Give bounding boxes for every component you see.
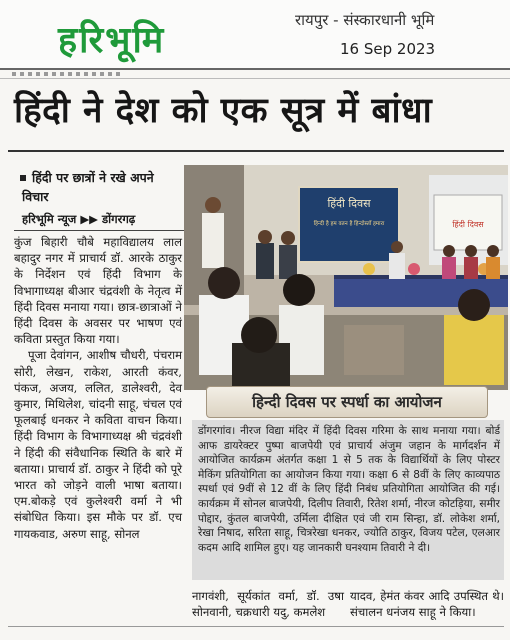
event-photo <box>184 165 508 390</box>
article-headline: हिंदी ने देश को एक सूत्र में बांधा <box>14 91 433 131</box>
dateline-rule <box>14 230 184 231</box>
board-text: हिंदी दिवस <box>452 220 484 229</box>
publication-date: 16 Sep 2023 <box>340 40 436 58</box>
headline-rule <box>8 150 504 152</box>
masthead-divider <box>0 68 510 70</box>
sidebar-body: डोंगरगांव। नीरज विद्या मंदिर में हिंदी दिवस गरिमा के साथ मनाया गया। बोर्ड आफ डायरेक्टर पुष्पा बाजपेयी एवं प्राचार्य अंजुम जहान के मार्गदर्शन में आयोजित कार्यक्रम अंतर्गत कक्षा 1 से 5 तक के विद्यार्थियों के लिए पोस्टर मेकिंग प्रतियोगिता का आयोजन किया गया। कक्षा 6 से 8वीं के लिए काव्यपाठ स्पर्धा एवं 9वीं से 12 वीं के लिए हिंदी निबंध प्रतियोगिता आयोजित की गई। कार्यक्रम में सोनल बाजपेयी, दिलीप तिवारी, रितेश शर्मा, नीरज कोटड़िया, समीर पोद्दार, कुंतल बाजपेयी, उर्मिला दीक्षित एवं जी राम सिन्हा, डॉ. लोकेश शर्मा, रेखा निषाद, सरिता साहू, चित्ररेखा धनकर, ज्योति ठाकुर, विजय पटेल, एलआर कदम आदि शामिल हुए। यह जानकारी घनश्याम तिवारी ने दी। <box>198 425 500 554</box>
article-dateline: हरिभूमि न्यूज ▶▶ डोंगरगढ़ <box>22 212 136 226</box>
dotted-rule <box>12 72 122 76</box>
article-paragraph: कुंज बिहारी चौबे महाविद्यालय लाल बहादुर नगर में प्राचार्य डॉ. आरके ठाकुर के निर्देशन एवं हिंदी विभाग के विभागाध्यक्ष बीआर चंद्रवंशी के नेतृत्व में हिंदी दिवस मनाया गया। छात्र-छात्राओं ने हिंदी दिवस के अवसर पर भाषण एवं कविता प्रस्तुत किया गया। <box>14 235 182 347</box>
sidebar-title: हिन्दी दिवस पर स्पर्धा का आयोजन <box>206 386 488 418</box>
event-photo-illustration <box>184 165 508 390</box>
banner-subtitle: हिन्दी है हम वतन है हिन्दोस्ताँ हमारा <box>313 221 385 227</box>
edition-label: रायपुर - संस्कारधानी भूमि <box>295 11 435 29</box>
newspaper-logo: हरिभूमि <box>58 20 166 61</box>
article-kicker <box>22 168 182 206</box>
article-continuation-2: यादव, हेमंत कंवर आदि उपस्थित थे। संचालन धनंजय साहू ने किया। <box>350 589 504 620</box>
kicker-text: हिंदी पर छात्रों ने रखे अपने विचार <box>22 170 154 204</box>
article-body-column <box>14 234 182 542</box>
bottom-rule <box>8 626 504 627</box>
article-continuation-1: नागवंशी, सूर्यकांत वर्मा, डॉ. उषा सोनवानी, चक्रधारी यदु, कमलेश <box>192 589 344 620</box>
secondary-divider <box>0 78 510 79</box>
article-paragraph: पूजा देवांगन, आशीष चौधरी, पंचराम सोरी, लेखन, राकेश, आरती कंवर, पंकज, अजय, ललित, डालेश्वरी, देव कुमार, मिथिलेश, चांदनी साहू, चंचल एवं फूलबाई धनकर ने कविता वाचन किया। हिंदी विभाग के विभागाध्यक्ष श्री चंद्रवंशी ने हिंदी की संवैधानिक स्थिति के बारे में बताया। प्राचार्य डॉ. ठाकुर ने हिंदी को पूरे भारत को जोड़ने वाली भाषा बताया। एम.बोकड़े एवं कुलेश्वरी वर्मा ने भी संबोधित किया। इस मौके पर डॉ. एच गायकवाड, अरुण साहू, सोनल <box>14 348 182 541</box>
banner-title: हिंदी दिवस <box>327 197 371 210</box>
